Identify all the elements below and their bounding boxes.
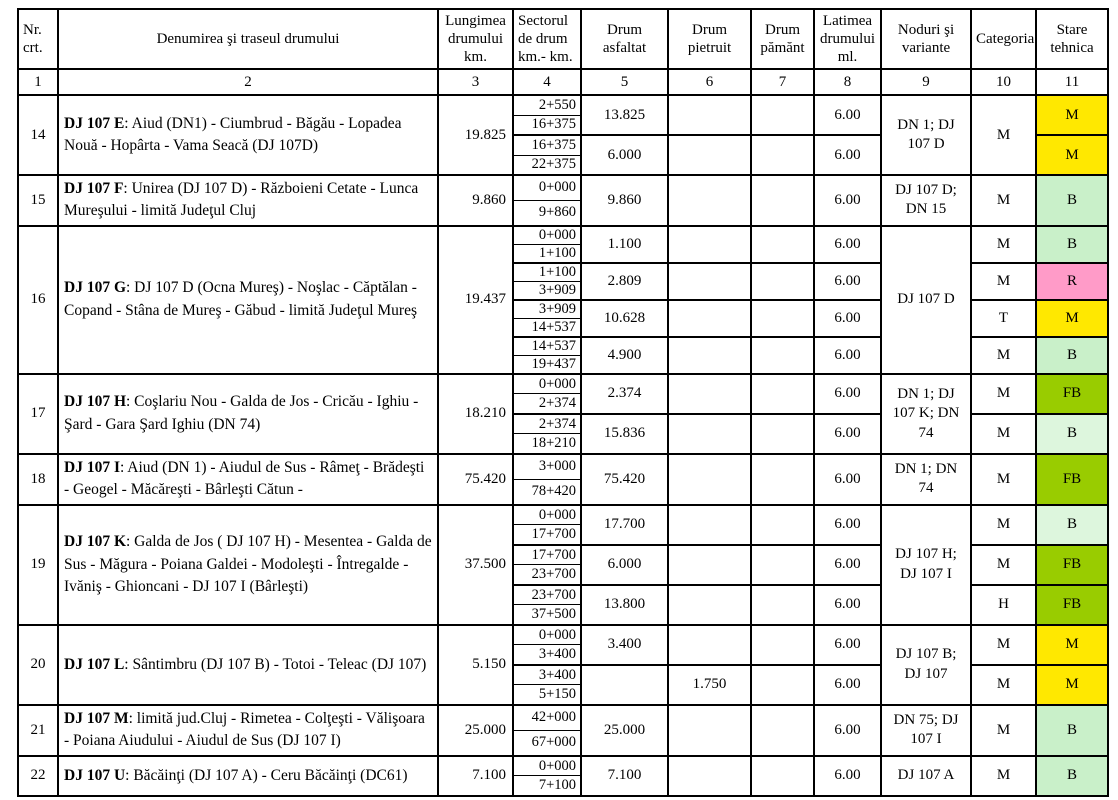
cell-categoria: M <box>971 414 1036 454</box>
cell-length: 37.500 <box>438 505 513 625</box>
header-asfaltat: Drum asfaltat <box>581 9 668 69</box>
table-row <box>18 505 1108 525</box>
cell-sector-from: 2+550 <box>513 95 581 115</box>
cell-sector-from: 3+909 <box>513 300 581 319</box>
table-body <box>18 95 1108 796</box>
cell-latime: 6.00 <box>814 705 881 756</box>
cell-noduri: DJ 107 A <box>881 756 971 796</box>
cell-road-name <box>58 705 438 756</box>
cell-sector-from: 3+400 <box>513 665 581 685</box>
cell-categoria: M <box>971 263 1036 300</box>
cell-road-name <box>58 374 438 454</box>
cell-pietruit <box>668 374 751 414</box>
header-noduri: Noduri şi variante <box>881 9 971 69</box>
cell-latime: 6.00 <box>814 545 881 585</box>
col-num-11: 11 <box>1036 69 1108 95</box>
cell-stare-tehnica: B <box>1036 337 1108 374</box>
cell-pamant <box>751 263 814 300</box>
road-code: DJ 107 M <box>64 709 129 727</box>
cell-sector-from: 17+700 <box>513 545 581 565</box>
cell-length: 19.437 <box>438 226 513 374</box>
cell-row-number: 20 <box>18 625 58 705</box>
cell-latime: 6.00 <box>814 414 881 454</box>
road-code: DJ 107 F <box>64 180 124 197</box>
cell-stare-tehnica: M <box>1036 625 1108 665</box>
cell-stare-tehnica: FB <box>1036 585 1108 625</box>
cell-pietruit <box>668 545 751 585</box>
cell-asfaltat: 13.800 <box>581 585 668 625</box>
cell-sector-from: 0+000 <box>513 505 581 525</box>
cell-pamant <box>751 300 814 337</box>
cell-sector-to: 2+374 <box>513 394 581 414</box>
cell-categoria: M <box>971 705 1036 756</box>
cell-asfaltat: 17.700 <box>581 505 668 545</box>
cell-categoria: M <box>971 665 1036 705</box>
cell-categoria: M <box>971 374 1036 414</box>
cell-stare-tehnica: M <box>1036 300 1108 337</box>
cell-latime: 6.00 <box>814 665 881 705</box>
cell-sector-from: 3+000 <box>513 454 581 479</box>
col-num-6: 6 <box>668 69 751 95</box>
cell-asfaltat: 75.420 <box>581 454 668 505</box>
cell-stare-tehnica: FB <box>1036 374 1108 414</box>
cell-noduri: DN 1; DJ 107 K; DN 74 <box>881 374 971 454</box>
cell-sector-from: 16+375 <box>513 135 581 155</box>
cell-latime: 6.00 <box>814 454 881 505</box>
cell-length: 7.100 <box>438 756 513 796</box>
cell-pietruit <box>668 585 751 625</box>
road-route: : Aiud (DN1) - Ciumbrud - Băgău - Lopadea Nouă - Hopârta - Vama Seacă (DJ 107D) <box>64 114 402 154</box>
cell-sector-to: 19+437 <box>513 355 581 374</box>
cell-latime: 6.00 <box>814 756 881 796</box>
cell-latime: 6.00 <box>814 95 881 135</box>
cell-stare-tehnica: FB <box>1036 545 1108 585</box>
cell-sector-from: 14+537 <box>513 337 581 356</box>
cell-latime: 6.00 <box>814 337 881 374</box>
cell-sector-to: 16+375 <box>513 115 581 135</box>
table-row <box>18 95 1108 115</box>
cell-row-number: 22 <box>18 756 58 796</box>
road-code: DJ 107 K <box>64 533 126 551</box>
header-sector: Sectorul de drum km.- km. <box>513 9 581 69</box>
cell-sector-to: 3+400 <box>513 645 581 665</box>
cell-sector-from: 1+100 <box>513 263 581 282</box>
cell-pietruit <box>668 95 751 135</box>
road-code: DJ 107 I <box>64 458 120 476</box>
cell-road-name <box>58 756 438 796</box>
cell-asfaltat: 2.809 <box>581 263 668 300</box>
table-row <box>18 374 1108 394</box>
cell-pietruit <box>668 505 751 545</box>
cell-length: 9.860 <box>438 175 513 226</box>
col-num-1: 1 <box>18 69 58 95</box>
cell-pietruit <box>668 625 751 665</box>
cell-pietruit <box>668 756 751 796</box>
cell-categoria: M <box>971 625 1036 665</box>
header-lungime: Lungimea drumului km. <box>438 9 513 69</box>
cell-stare-tehnica: B <box>1036 505 1108 545</box>
cell-row-number: 18 <box>18 454 58 505</box>
cell-length: 75.420 <box>438 454 513 505</box>
cell-categoria: H <box>971 585 1036 625</box>
cell-pamant <box>751 374 814 414</box>
cell-road-name <box>58 175 438 226</box>
cell-pamant <box>751 135 814 175</box>
cell-sector-from: 23+700 <box>513 585 581 605</box>
cell-asfaltat: 3.400 <box>581 625 668 665</box>
cell-row-number: 14 <box>18 95 58 175</box>
cell-sector-to: 14+537 <box>513 318 581 337</box>
header-categoria: Categoria <box>971 9 1036 69</box>
cell-latime: 6.00 <box>814 226 881 263</box>
col-num-4: 4 <box>513 69 581 95</box>
road-route: : DJ 107 D (Ocna Mureş) - Noşlac - Căptălan - Copand - Stâna de Mureş - Găbud - limită Judeţul Mureş <box>64 279 417 319</box>
header-stare: Stare tehnica <box>1036 9 1108 69</box>
cell-asfaltat <box>581 665 668 705</box>
cell-length: 18.210 <box>438 374 513 454</box>
cell-road-name <box>58 95 438 175</box>
cell-sector-from: 0+000 <box>513 374 581 394</box>
cell-sector-to: 3+909 <box>513 281 581 300</box>
cell-latime: 6.00 <box>814 263 881 300</box>
cell-noduri: DJ 107 D; DN 15 <box>881 175 971 226</box>
cell-pietruit <box>668 135 751 175</box>
cell-road-name <box>58 625 438 705</box>
road-code: DJ 107 G <box>64 279 126 297</box>
cell-pamant <box>751 505 814 545</box>
road-route: : Aiud (DN 1) - Aiudul de Sus - Râmeţ - Brădeşti - Geogel - Măcăreşti - Bârleşti Cătun - <box>64 458 425 499</box>
cell-latime: 6.00 <box>814 374 881 414</box>
cell-pietruit: 1.750 <box>668 665 751 705</box>
cell-noduri: DN 1; DJ 107 D <box>881 95 971 175</box>
col-num-3: 3 <box>438 69 513 95</box>
cell-latime: 6.00 <box>814 625 881 665</box>
header-label-row <box>18 9 1108 69</box>
cell-sector-to: 5+150 <box>513 685 581 705</box>
table-header <box>18 9 1108 95</box>
header-number-row <box>18 69 1108 95</box>
cell-row-number: 15 <box>18 175 58 226</box>
table-row <box>18 226 1108 245</box>
cell-row-number: 16 <box>18 226 58 374</box>
cell-pamant <box>751 705 814 756</box>
cell-noduri: DJ 107 D <box>881 226 971 374</box>
cell-noduri: DN 1; DN 74 <box>881 454 971 505</box>
cell-stare-tehnica: B <box>1036 705 1108 756</box>
header-nr-crt: Nr. crt. <box>18 9 58 69</box>
cell-sector-to: 23+700 <box>513 565 581 585</box>
road-route: : Unirea (DJ 107 D) - Războieni Cetate - Lunca Mureşului - limită Judeţul Cluj <box>64 180 419 220</box>
road-code: DJ 107 E <box>64 114 125 132</box>
cell-asfaltat: 4.900 <box>581 337 668 374</box>
road-route: : Băcăinţi (DJ 107 A) - Ceru Băcăinţi (DC61) <box>125 766 408 784</box>
col-num-5: 5 <box>581 69 668 95</box>
cell-stare-tehnica: B <box>1036 756 1108 796</box>
cell-stare-tehnica: M <box>1036 95 1108 135</box>
cell-asfaltat: 7.100 <box>581 756 668 796</box>
cell-sector-to: 78+420 <box>513 479 581 504</box>
cell-stare-tehnica: FB <box>1036 454 1108 505</box>
cell-asfaltat: 13.825 <box>581 95 668 135</box>
table-row <box>18 756 1108 776</box>
cell-latime: 6.00 <box>814 505 881 545</box>
cell-sector-to: 22+375 <box>513 155 581 175</box>
cell-row-number: 21 <box>18 705 58 756</box>
col-num-7: 7 <box>751 69 814 95</box>
cell-road-name <box>58 226 438 374</box>
cell-stare-tehnica: M <box>1036 135 1108 175</box>
cell-pietruit <box>668 226 751 263</box>
cell-length: 19.825 <box>438 95 513 175</box>
cell-categoria: M <box>971 756 1036 796</box>
header-pamant: Drum pămănt <box>751 9 814 69</box>
table-row <box>18 705 1108 730</box>
cell-pamant <box>751 175 814 226</box>
cell-pietruit <box>668 263 751 300</box>
header-denumire: Denumirea şi traseul drumului <box>58 9 438 69</box>
cell-pamant <box>751 545 814 585</box>
cell-categoria: M <box>971 95 1036 175</box>
cell-pamant <box>751 95 814 135</box>
col-num-10: 10 <box>971 69 1036 95</box>
cell-asfaltat: 10.628 <box>581 300 668 337</box>
cell-asfaltat: 6.000 <box>581 135 668 175</box>
cell-pamant <box>751 756 814 796</box>
cell-latime: 6.00 <box>814 135 881 175</box>
table-row <box>18 625 1108 645</box>
cell-asfaltat: 2.374 <box>581 374 668 414</box>
col-num-9: 9 <box>881 69 971 95</box>
cell-sector-to: 9+860 <box>513 200 581 225</box>
road-code: DJ 107 L <box>64 655 125 673</box>
header-latime: Latimea drumului ml. <box>814 9 881 69</box>
cell-categoria: T <box>971 300 1036 337</box>
cell-latime: 6.00 <box>814 175 881 226</box>
cell-sector-to: 1+100 <box>513 244 581 263</box>
cell-asfaltat: 25.000 <box>581 705 668 756</box>
cell-sector-from: 2+374 <box>513 414 581 434</box>
cell-noduri: DN 75; DJ 107 I <box>881 705 971 756</box>
cell-categoria: M <box>971 337 1036 374</box>
road-sections-table <box>17 8 1109 797</box>
cell-sector-to: 18+210 <box>513 434 581 454</box>
cell-noduri: DJ 107 H; DJ 107 I <box>881 505 971 625</box>
road-route: : Sântimbru (DJ 107 B) - Totoi - Teleac (DJ 107) <box>124 655 427 673</box>
cell-stare-tehnica: M <box>1036 665 1108 705</box>
table-row <box>18 454 1108 479</box>
cell-categoria: M <box>971 545 1036 585</box>
cell-length: 5.150 <box>438 625 513 705</box>
cell-pamant <box>751 665 814 705</box>
cell-sector-to: 17+700 <box>513 525 581 545</box>
cell-noduri: DJ 107 B; DJ 107 <box>881 625 971 705</box>
cell-sector-from: 0+000 <box>513 625 581 645</box>
cell-pietruit <box>668 300 751 337</box>
cell-sector-from: 0+000 <box>513 175 581 200</box>
cell-row-number: 19 <box>18 505 58 625</box>
cell-sector-from: 0+000 <box>513 226 581 245</box>
cell-categoria: M <box>971 175 1036 226</box>
cell-pamant <box>751 585 814 625</box>
road-code: DJ 107 U <box>64 766 126 784</box>
cell-sector-to: 7+100 <box>513 776 581 796</box>
header-pietruit: Drum pietruit <box>668 9 751 69</box>
cell-stare-tehnica: B <box>1036 175 1108 226</box>
cell-stare-tehnica: B <box>1036 414 1108 454</box>
cell-asfaltat: 1.100 <box>581 226 668 263</box>
table-row <box>18 175 1108 200</box>
cell-pietruit <box>668 337 751 374</box>
cell-latime: 6.00 <box>814 300 881 337</box>
cell-pamant <box>751 625 814 665</box>
cell-asfaltat: 9.860 <box>581 175 668 226</box>
road-route: : Coşlariu Nou - Galda de Jos - Cricău - Ighiu - Şard - Gara Şard Ighiu (DN 74) <box>64 393 419 433</box>
cell-length: 25.000 <box>438 705 513 756</box>
cell-asfaltat: 15.836 <box>581 414 668 454</box>
cell-sector-from: 0+000 <box>513 756 581 776</box>
cell-latime: 6.00 <box>814 585 881 625</box>
cell-sector-to: 37+500 <box>513 605 581 625</box>
cell-pietruit <box>668 414 751 454</box>
cell-road-name <box>58 454 438 505</box>
cell-categoria: M <box>971 226 1036 263</box>
cell-categoria: M <box>971 505 1036 545</box>
cell-categoria: M <box>971 454 1036 505</box>
col-num-2: 2 <box>58 69 438 95</box>
road-route: : limită jud.Cluj - Rimetea - Colţeşti - Vălişoara - Poiana Aiudului - Aiudul de Sus (DJ 107 I) <box>64 709 425 750</box>
cell-pamant <box>751 337 814 374</box>
road-route: : Galda de Jos ( DJ 107 H) - Mesentea - Galda de Sus - Măgura - Poiana Galdei - Modoleşti - Întregalde - Ivăniş - Ghioncani - DJ 107 I (Bârleşti) <box>64 533 432 596</box>
cell-stare-tehnica: B <box>1036 226 1108 263</box>
cell-sector-from: 42+000 <box>513 705 581 730</box>
cell-pietruit <box>668 175 751 226</box>
cell-stare-tehnica: R <box>1036 263 1108 300</box>
cell-asfaltat: 6.000 <box>581 545 668 585</box>
cell-pamant <box>751 226 814 263</box>
cell-sector-to: 67+000 <box>513 730 581 755</box>
road-code: DJ 107 H <box>64 393 126 411</box>
cell-pamant <box>751 454 814 505</box>
cell-pamant <box>751 414 814 454</box>
col-num-8: 8 <box>814 69 881 95</box>
cell-pietruit <box>668 454 751 505</box>
cell-row-number: 17 <box>18 374 58 454</box>
cell-road-name <box>58 505 438 625</box>
cell-pietruit <box>668 705 751 756</box>
